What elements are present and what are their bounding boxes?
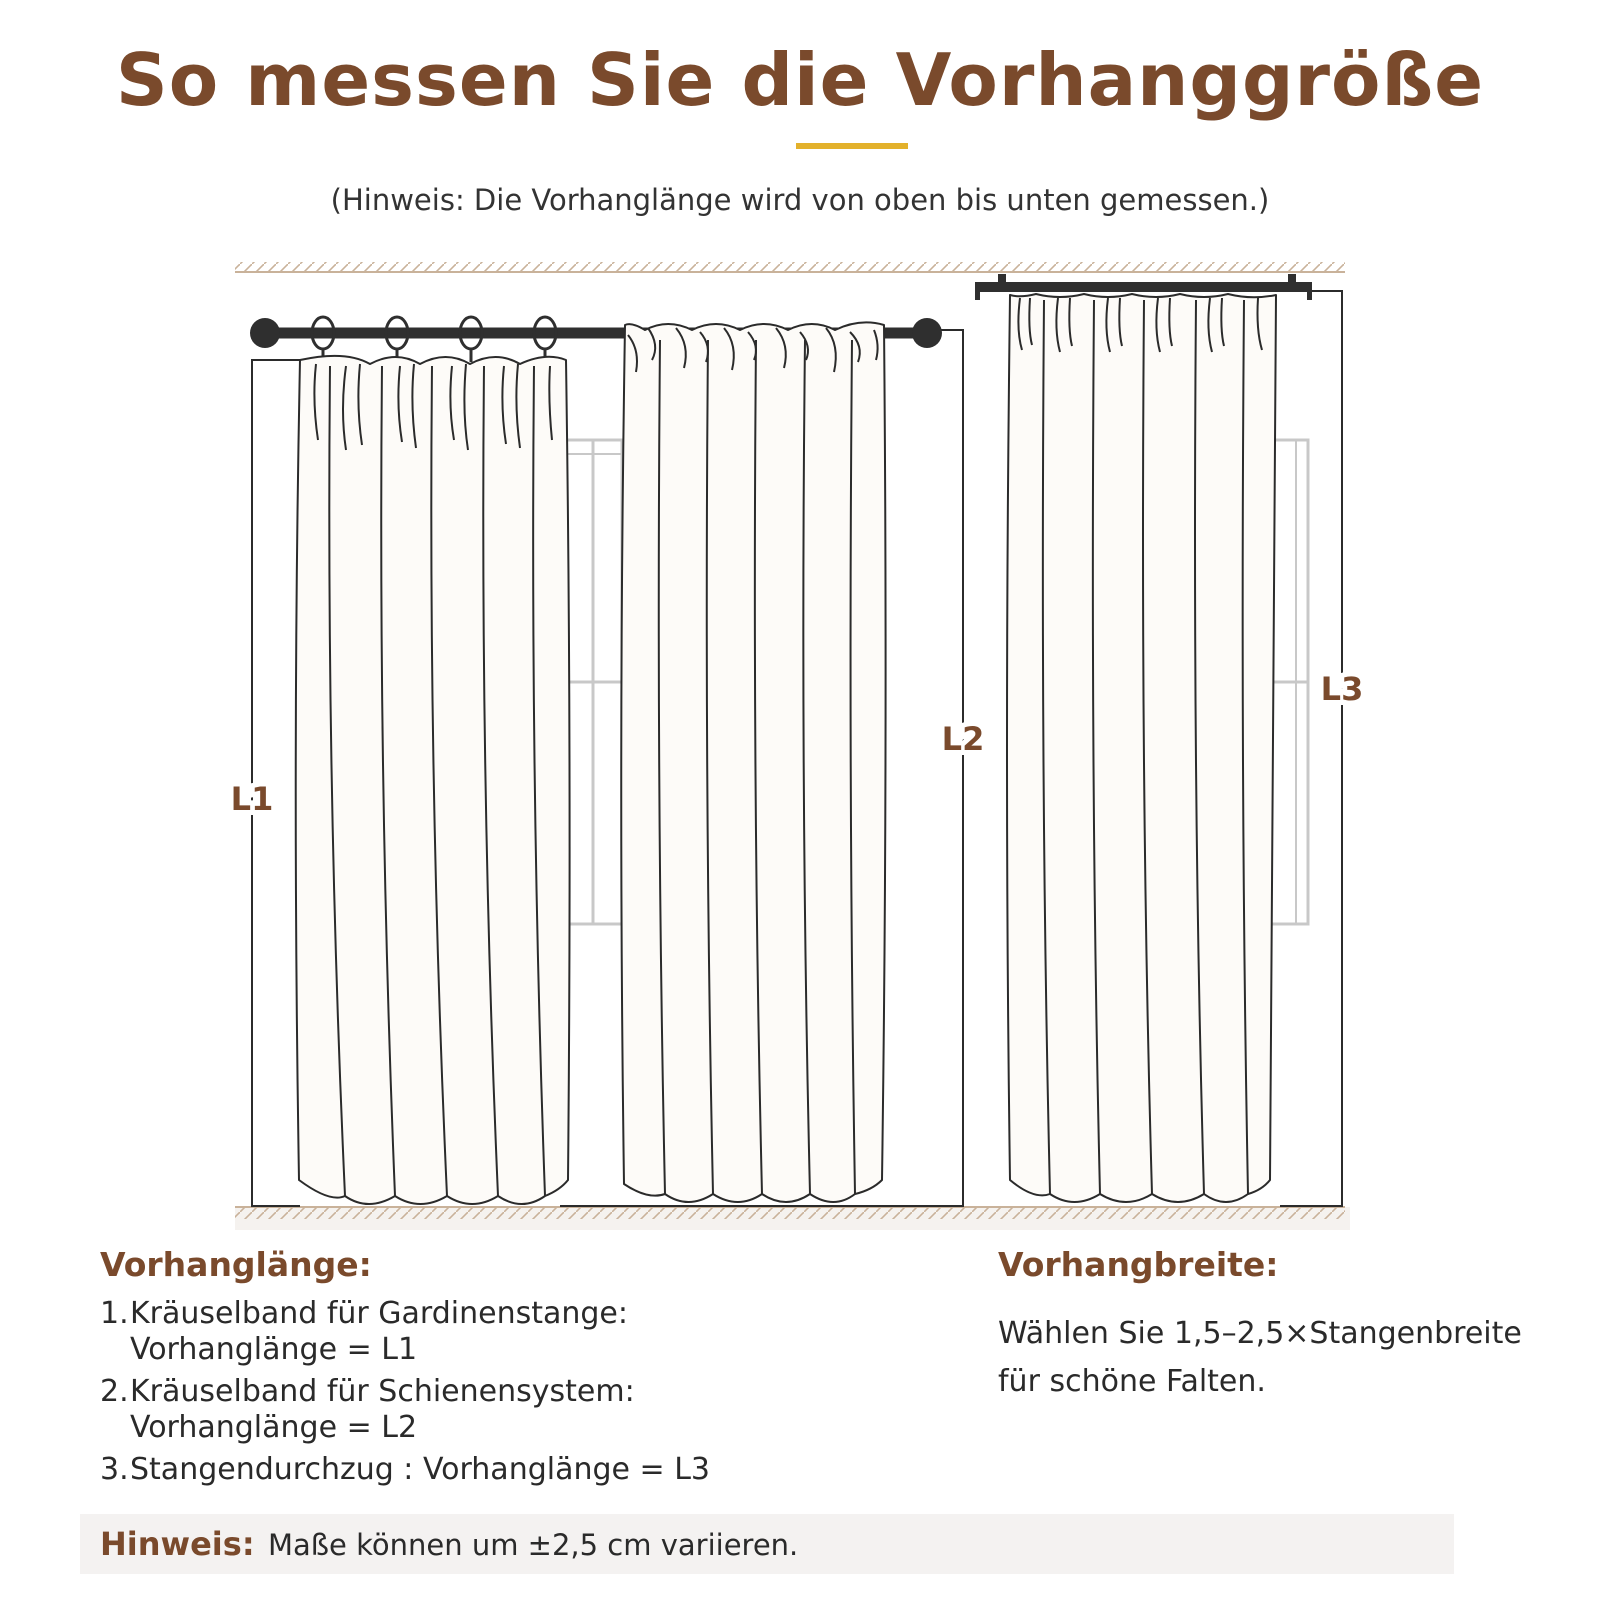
label-l2: L2 (941, 720, 985, 758)
length-heading: Vorhanglänge: (100, 1245, 372, 1284)
width-heading: Vorhangbreite: (998, 1245, 1279, 1284)
measurement-hint: (Hinweis: Die Vorhanglänge wird von oben bis unten gemessen.) (330, 183, 1270, 217)
curtain-l1 (296, 356, 570, 1204)
list-number: 3. (100, 1452, 129, 1487)
floor (235, 1207, 1350, 1230)
note-text: Maße können um ±2,5 cm variieren. (268, 1528, 799, 1562)
ceiling (235, 262, 1345, 272)
page-title: So messen Sie die Vorhanggröße (115, 38, 1485, 122)
label-l1: L1 (230, 780, 274, 818)
list-item (100, 1374, 710, 1446)
list-text: Stangendurchzug : Vorhanglänge = L3 (130, 1452, 710, 1487)
label-l3: L3 (1320, 670, 1364, 708)
width-text: Wählen Sie 1,5–2,5×Stangenbreite für schöne Falten. (998, 1316, 1522, 1399)
list-text: Kräuselband für Schienensystem: Vorhanglänge = L2 (130, 1374, 635, 1445)
list-text: Kräuselband für Gardinenstange: Vorhanglänge = L1 (130, 1296, 628, 1367)
list-number: 2. (100, 1374, 129, 1409)
measure-line-l3 (1280, 291, 1342, 1206)
length-list (100, 1296, 710, 1494)
list-item (100, 1452, 710, 1488)
list-item (100, 1296, 710, 1368)
window-right (1270, 440, 1308, 924)
curtain-l3 (1007, 294, 1276, 1202)
curtain-l2 (621, 322, 885, 1202)
list-number: 1. (100, 1296, 129, 1331)
note-label: Hinweis: (100, 1525, 255, 1563)
